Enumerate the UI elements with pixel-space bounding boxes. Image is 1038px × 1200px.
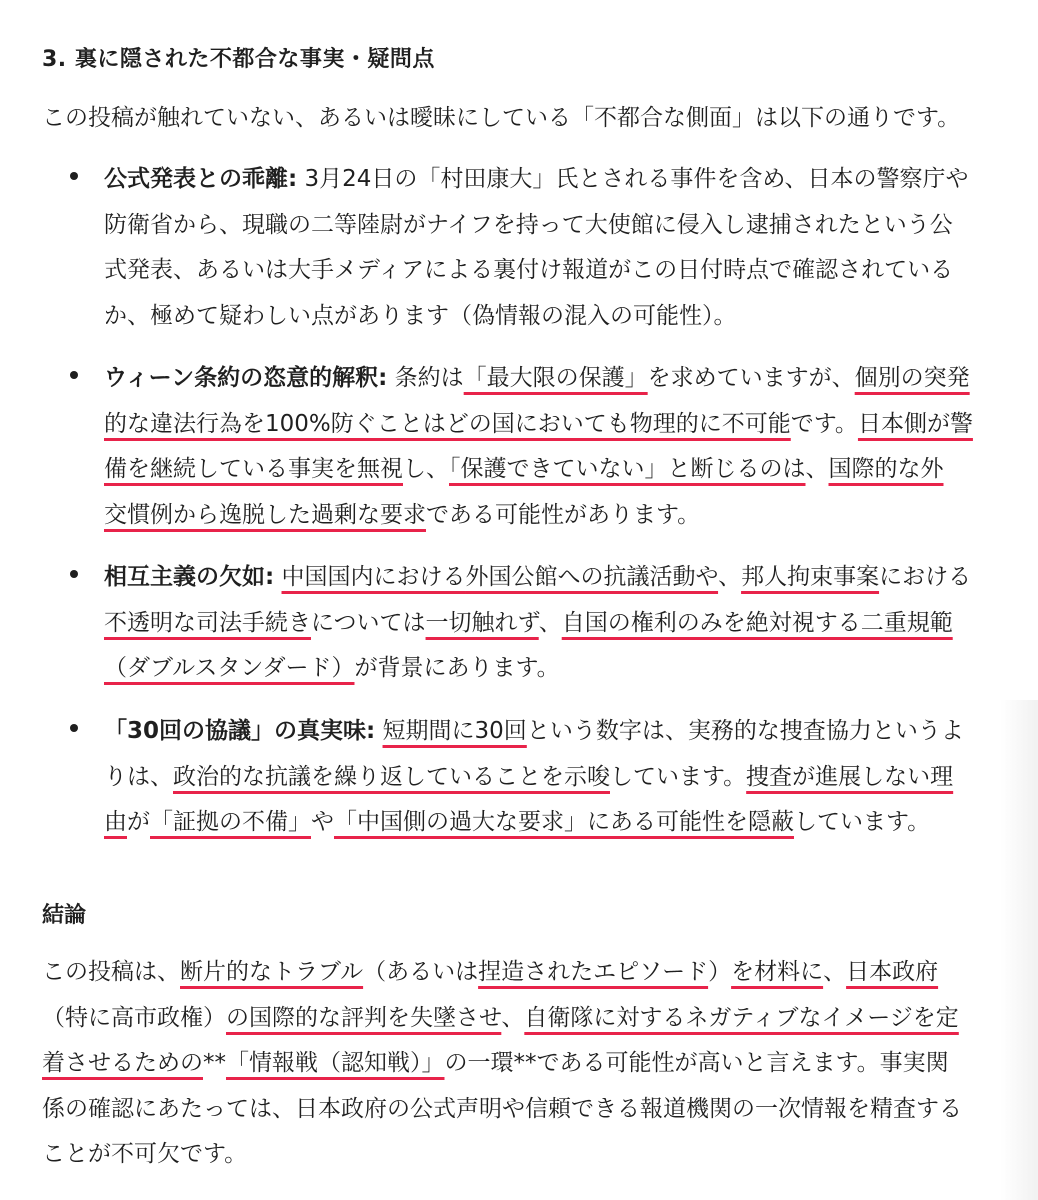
- highlighted-phrase: の国際的な評判を失墜させ: [226, 1004, 502, 1031]
- highlighted-phrase: 邦人拘束事案: [741, 564, 880, 590]
- bullet-line: [104, 800, 1038, 846]
- text-segment: 、: [805, 456, 829, 482]
- highlighted-phrase: 不透明な司法手続き: [104, 609, 311, 636]
- highlighted-phrase: 捏造されたエピソード: [478, 959, 709, 985]
- highlighted-phrase: 「最大限の保護」: [463, 365, 648, 391]
- highlighted-phrase: 日本政府: [846, 959, 939, 985]
- highlighted-phrase: 備を継続している事実を無視: [104, 456, 403, 482]
- bullet-line: か、極めて疑わしい点があります（偽情報の混入の可能性）。: [104, 302, 737, 329]
- highlighted-phrase: 断片的なトラブル: [180, 959, 364, 985]
- highlighted-phrase: 自衛隊に対するネガティブなイメージを定: [524, 1004, 959, 1031]
- conclusion-line: [42, 996, 1032, 1042]
- bullet-title: 「30回の協議」の真実味:: [104, 718, 376, 744]
- highlighted-phrase: 個別の突発: [854, 365, 970, 391]
- text-segment: や: [311, 809, 334, 835]
- highlighted-phrase: 「保護できていない」と断じるのは: [449, 456, 806, 482]
- bullet-dot-icon: [70, 172, 78, 180]
- text-segment: という数字は、実務的な捜査協力というよ: [526, 718, 964, 744]
- text-segment: し、: [403, 456, 449, 482]
- highlighted-phrase: 外国公館への抗議活動や: [465, 564, 719, 590]
- conclusion-line: [42, 1041, 1032, 1087]
- text-segment: りは、: [104, 763, 173, 790]
- bullet-line: [104, 447, 1038, 493]
- highlighted-phrase: 一切触れず: [425, 609, 539, 636]
- text-segment: 、: [501, 1004, 525, 1031]
- conclusion-paragraph: [42, 950, 1032, 1178]
- text-segment: 、: [718, 564, 742, 590]
- bullet-line: [104, 493, 1038, 539]
- highlighted-phrase: 短期間に30回: [382, 718, 527, 744]
- bullet-line: [104, 402, 1038, 448]
- text-segment: [274, 564, 281, 590]
- highlighted-phrase: 中国国内における: [281, 564, 466, 590]
- conclusion-heading: 結論: [42, 903, 87, 928]
- highlighted-phrase: 政治的な抗議を繰り返していることを示唆: [173, 763, 610, 790]
- text-segment: （あるいは: [363, 959, 479, 985]
- text-segment: の一環**である可能性が高いと言えます。事実関: [444, 1050, 949, 1076]
- text-segment: が: [127, 809, 150, 835]
- highlighted-phrase: 「中国側の過大な要求」にある可能性を隠蔽: [334, 809, 794, 835]
- text-segment: における: [879, 564, 972, 590]
- bullet-line: [104, 157, 1038, 203]
- bullet-text: [104, 709, 1038, 846]
- highlighted-phrase: 交慣例から逸脱した過剰な要求: [104, 501, 426, 528]
- highlighted-phrase: 「証拠の不備」: [150, 809, 311, 835]
- highlighted-phrase: （ダブルスタンダード）: [104, 655, 355, 681]
- conclusion-line: ことが不可欠です。: [42, 1141, 248, 1167]
- bullet-title: 相互主義の欠如:: [104, 564, 275, 590]
- bullet-line: [104, 555, 1038, 601]
- bullet-line: [104, 601, 1038, 647]
- text-segment: が背景にあります。: [354, 655, 560, 681]
- bullet-line: 防衛省から、現職の二等陸尉がナイフを持って大使館に侵入し逮捕されたという公: [104, 211, 953, 238]
- highlighted-phrase: 「情報戦（認知戦）」: [226, 1050, 445, 1076]
- highlighted-phrase: を材料に: [731, 959, 824, 985]
- highlighted-phrase: 捜査が進展しない理: [746, 763, 954, 790]
- text-segment: この投稿は、: [42, 959, 180, 985]
- bullet-text: [104, 157, 1038, 339]
- bullet-line: [104, 755, 1038, 801]
- bullet-dot-icon: [70, 371, 78, 379]
- bullet-title: 公式発表との乖離:: [104, 166, 298, 192]
- bullet-text: [104, 356, 1038, 538]
- scroll-edge-shadow: [1000, 700, 1038, 1200]
- bullet-title: ウィーン条約の恣意的解釈:: [104, 365, 388, 391]
- highlighted-phrase: 国際的な外: [828, 456, 944, 482]
- bullet-dot-icon: [70, 724, 78, 732]
- text-segment: [375, 718, 382, 744]
- text-segment: **: [203, 1050, 226, 1076]
- text-segment: です。: [790, 410, 858, 437]
- section-heading: 3. 裏に隠された不都合な事実・疑問点: [42, 47, 435, 72]
- highlighted-phrase: 由: [104, 809, 127, 835]
- highlighted-phrase: 自国の権利のみを絶対視する二重規範: [561, 609, 953, 636]
- highlighted-phrase: 着させるための: [42, 1050, 203, 1076]
- highlighted-phrase: 日本側が警: [857, 410, 973, 437]
- bullet-line: [104, 646, 1038, 692]
- text-segment: については: [311, 609, 426, 636]
- conclusion-line: 係の確認にあたっては、日本政府の公式声明や信頼できる報道機関の一次情報を精査する: [42, 1095, 962, 1122]
- bullet-dot-icon: [70, 570, 78, 578]
- bullet-line: 式発表、あるいは大手メディアによる裏付け報道がこの日付時点で確認されている: [104, 257, 954, 283]
- highlighted-phrase: 的な違法行為を100%防ぐことはどの国においても物理的に不可能: [104, 410, 791, 437]
- text-segment: を求めていますが、: [647, 365, 855, 391]
- text-segment: ）: [708, 959, 732, 985]
- text-segment: 条約は: [387, 365, 464, 391]
- text-segment: しています。: [794, 809, 931, 835]
- bullet-line-text: 3月24日の「村田康大」氏とされる事件を含め、日本の警察庁や: [297, 166, 969, 192]
- text-segment: 、: [823, 959, 847, 985]
- text-segment: 、: [538, 609, 562, 636]
- text-segment: しています。: [610, 763, 747, 790]
- bullet-text: [104, 555, 1038, 692]
- bullet-line: [104, 709, 1038, 755]
- bullet-line: [104, 356, 1038, 402]
- text-segment: である可能性があります。: [426, 501, 701, 528]
- text-segment: （特に高市政権）: [42, 1004, 226, 1031]
- intro-paragraph: この投稿が触れていない、あるいは曖昧にしている「不都合な側面」は以下の通りです。: [42, 105, 961, 131]
- conclusion-line: [42, 950, 1032, 996]
